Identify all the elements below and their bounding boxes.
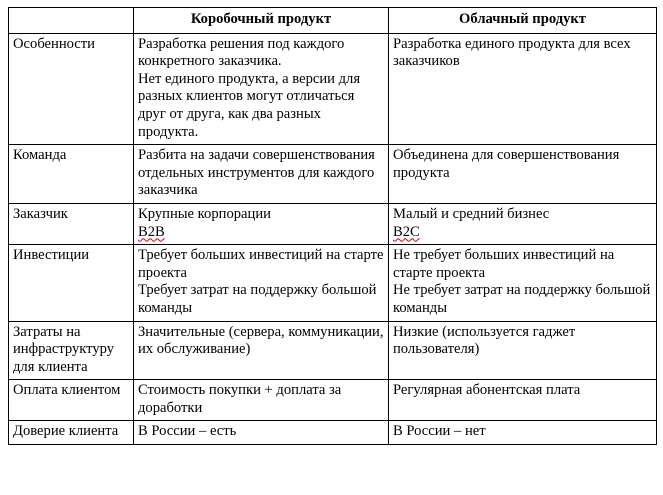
header-box-product: Коробочный продукт [134,8,389,34]
box-cell [134,145,389,204]
row-label [9,33,134,145]
row-label-text: Доверие клиента [13,423,119,440]
row-label [9,380,134,421]
row-label-text: Команда [13,147,67,164]
cloud-cell [389,33,657,145]
row-label [9,245,134,321]
table-row-payment [9,380,657,421]
header-row [9,8,657,34]
cell-text: Низкие (используется гаджет пользователя) [393,323,576,358]
b2c-text: B2C [393,223,420,240]
comparison-table [8,7,657,445]
cell-text: Крупные корпорации [138,205,271,222]
cell-text: Разбита на задачи совершенствования отдельных инструментов для каждого заказчика [138,147,375,199]
row-label-text: Заказчик [13,205,68,222]
row-label [9,145,134,204]
cloud-cell [389,245,657,321]
cell-text: В России – нет [393,423,486,440]
cell-text: Не требует затрат на поддержку большой команды [393,282,651,316]
cell-text: Разработка единого продукта для всех заказчиков [393,35,631,70]
table-row-trust [9,421,657,445]
box-cell [134,380,389,421]
cell-text: Разработка решения под каждого конкретного заказчика. [138,35,345,70]
cell-text: Регулярная абонентская плата [393,382,581,399]
cell-text [138,224,384,242]
box-cell [134,421,389,445]
table-row-investments [9,245,657,321]
cloud-cell [389,145,657,204]
box-cell [134,203,389,244]
cell-text: Не требует больших инвестиций на старте проекта [393,247,615,281]
cell-text: Требует затрат на поддержку большой команды [138,282,377,316]
cell-text: Объединена для совершенствования продукта [393,147,620,181]
cell-text: Требует больших инвестиций на старте проекта [138,247,384,281]
cell-text: Нет единого продукта, а версии для разных клиентов могут отличаться друг от друга, как два разных продукта. [138,70,361,140]
row-label [9,321,134,380]
cloud-cell [389,421,657,445]
table-row-infrastructure [9,321,657,380]
row-label [9,203,134,244]
cloud-cell [389,321,657,380]
box-cell [134,245,389,321]
cell-text: Малый и средний бизнес [393,205,550,222]
row-label-text: Особенности [13,35,95,52]
b2b-text: B2B [138,223,165,240]
cell-text: Стоимость покупки + доплата за доработки [138,382,342,416]
table-row-team [9,145,657,204]
table-row-features [9,33,657,145]
table-row-customer [9,203,657,244]
cell-text: В России – есть [138,423,237,440]
cloud-cell [389,203,657,244]
cloud-cell [389,380,657,421]
row-label-text: Инвестиции [13,247,90,264]
box-cell [134,33,389,145]
cell-text [393,224,652,242]
box-cell [134,321,389,380]
row-label [9,421,134,445]
row-label-text: Затраты на инфраструктуру для клиента [13,323,115,375]
cell-text: Значительные (сервера, коммуникации, их обслуживание) [138,323,384,358]
header-corner [9,8,134,34]
header-cloud-product: Облачный продукт [389,8,657,34]
row-label-text: Оплата клиентом [13,382,121,399]
